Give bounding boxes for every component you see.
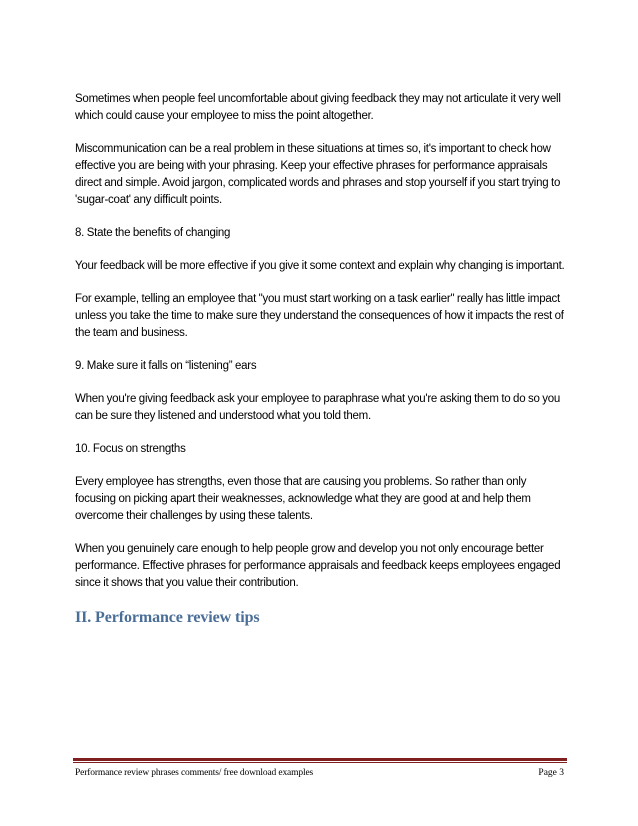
paragraph-communication-intro: Sometimes when people feel uncomfortable about giving feedback they may not articulate it very well which could cause your employee to miss the point altogether. [75,93,561,122]
paragraph-conclusion: When you genuinely care enough to help people grow and develop you not only encourage better performance. Effective phrases for performance appraisals and feedback keeps employees engaged since it shows that you value their contribution. [75,543,561,589]
paragraph-example: For example, telling an employee that "you must start working on a task earlier" really has little impact unless you take the time to make sure they understand the consequences of how it impacts the rest of the team and business. [75,293,564,339]
paragraph-strengths: Every employee has strengths, even those that are causing you problems. So rather than only focusing on picking apart their weaknesses, acknowledge what they are good at and help them overcome their challenges by using these talents. [75,476,531,522]
tip-heading-8: 8. State the benefits of changing [75,227,231,239]
paragraph-context: Your feedback will be more effective if you give it some context and explain why changing is important. [75,260,565,272]
footer-divider-thin [73,762,567,763]
paragraph-miscommunication: Miscommunication can be a real problem in these situations at times so, it's important to check how effective you are being with your phrasing. Keep your effective phrases for performance appraisals direct and simple. Avoid jargon, complicated words and phrases and stop yourself if you start trying to 'sugar-coat' any difficult points. [75,143,561,206]
page-content [75,91,565,628]
footer-divider-thick [73,758,567,761]
section-heading: II. Performance review tips [75,609,260,626]
paragraph-paraphrase: When you're giving feedback ask your employee to paraphrase what you're asking them to do so you can be sure they listened and understood what you told them. [75,393,561,422]
tip-heading-10: 10. Focus on strengths [75,443,186,455]
footer-page-number: Page 3 [538,768,564,778]
tip-heading-9: 9. Make sure it falls on “listening” ears [75,360,257,372]
footer-document-title: Performance review phrases comments/ free download examples [75,768,314,778]
